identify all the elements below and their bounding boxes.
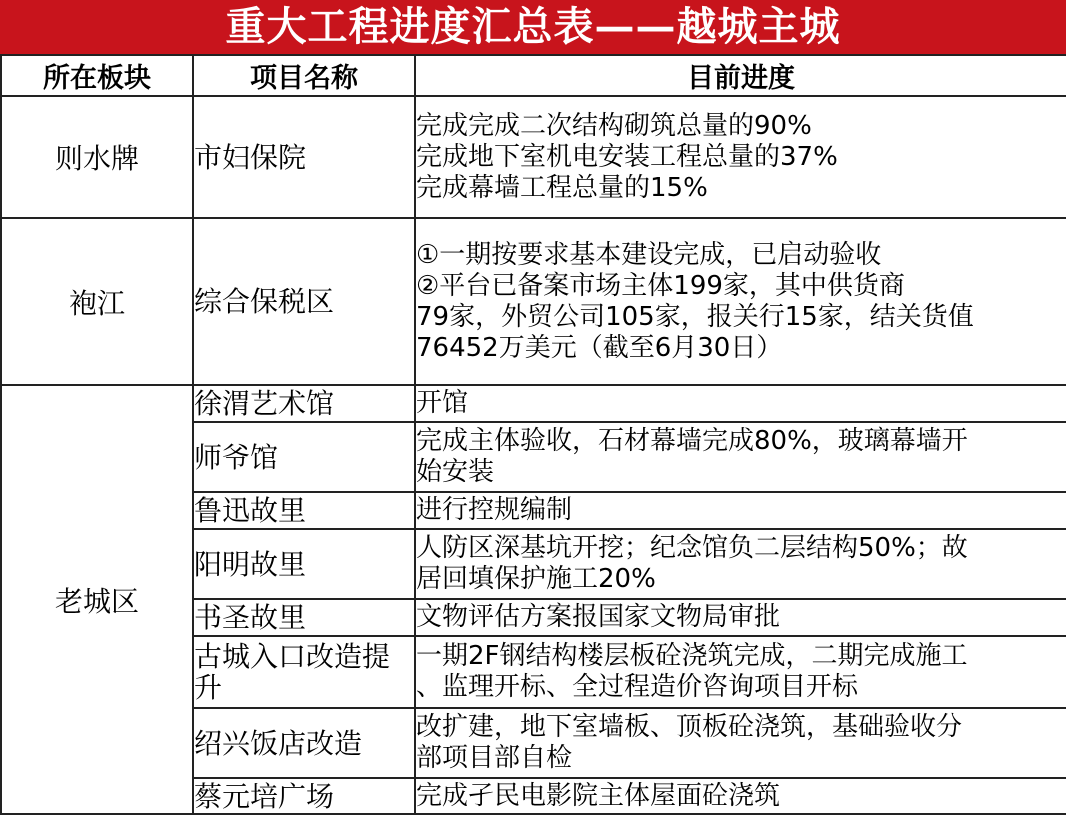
project-line: 升	[194, 671, 223, 704]
header-progress: 目前进度	[415, 55, 1066, 96]
project-cell: 书圣故里	[193, 599, 415, 636]
project-cell: 徐渭艺术馆	[193, 385, 415, 422]
table-row	[1, 385, 1066, 422]
progress-cell	[415, 385, 1066, 422]
table-title: 重大工程进度汇总表——越城主城	[0, 0, 1066, 54]
progress-line: 开馆	[416, 388, 469, 418]
progress-table	[0, 54, 1066, 815]
progress-cell	[415, 492, 1066, 529]
progress-cell	[415, 778, 1066, 814]
district-cell: 则水牌	[1, 96, 193, 218]
header-project: 项目名称	[193, 55, 415, 96]
progress-cell	[415, 636, 1066, 708]
progress-line: 76452万美元（截至6月30日）	[416, 332, 783, 363]
progress-line: 人防区深基坑开挖；纪念馆负二层结构50%；故	[416, 533, 968, 563]
project-cell: 蔡元培广场	[193, 778, 415, 814]
progress-cell	[415, 422, 1066, 492]
progress-line: 完成幕墙工程总量的15%	[416, 172, 708, 203]
progress-line: 完成地下室机电安装工程总量的37%	[416, 141, 838, 172]
progress-cell	[415, 96, 1066, 218]
project-cell: 市妇保院	[193, 96, 415, 218]
progress-line: ②平台已备案市场主体199家，其中供货商	[416, 270, 905, 301]
project-cell: 综合保税区	[193, 218, 415, 385]
progress-cell	[415, 708, 1066, 778]
project-cell: 绍兴饭店改造	[193, 708, 415, 778]
project-cell: 鲁迅故里	[193, 492, 415, 529]
progress-line: 一期2F钢结构楼层板砼浇筑完成，二期完成施工	[416, 641, 968, 671]
progress-line: 文物评估方案报国家文物局审批	[416, 602, 781, 632]
progress-cell	[415, 529, 1066, 599]
progress-line: 居回填保护施工20%	[416, 564, 656, 594]
project-cell: 师爷馆	[193, 422, 415, 492]
project-cell: 阳明故里	[193, 529, 415, 599]
table-row	[1, 218, 1066, 385]
progress-cell	[415, 218, 1066, 385]
table-header-row	[1, 55, 1066, 96]
header-district: 所在板块	[1, 55, 193, 96]
district-cell: 老城区	[1, 385, 193, 814]
progress-cell	[415, 599, 1066, 636]
project-line: 古城入口改造提	[194, 640, 391, 673]
progress-line: 完成完成二次结构砌筑总量的90%	[416, 110, 812, 141]
progress-line: ①一期按要求基本建设完成，已启动验收	[416, 239, 882, 270]
progress-line: 进行控规编制	[416, 495, 573, 525]
progress-line: 、监理开标、全过程造价咨询项目开标	[416, 672, 859, 702]
table-row	[1, 96, 1066, 218]
progress-line: 改扩建，地下室墙板、顶板砼浇筑，基础验收分	[416, 712, 963, 742]
progress-line: 完成孑民电影院主体屋面砼浇筑	[416, 780, 781, 811]
progress-line: 始安装	[416, 457, 495, 487]
progress-line: 完成主体验收，石材幕墙完成80%，玻璃幕墙开	[416, 426, 968, 456]
project-cell	[193, 636, 415, 708]
district-cell: 袍江	[1, 218, 193, 385]
progress-line: 部项目部自检	[416, 743, 573, 773]
progress-line: 79家，外贸公司105家，报关行15家，结关货值	[416, 301, 974, 332]
